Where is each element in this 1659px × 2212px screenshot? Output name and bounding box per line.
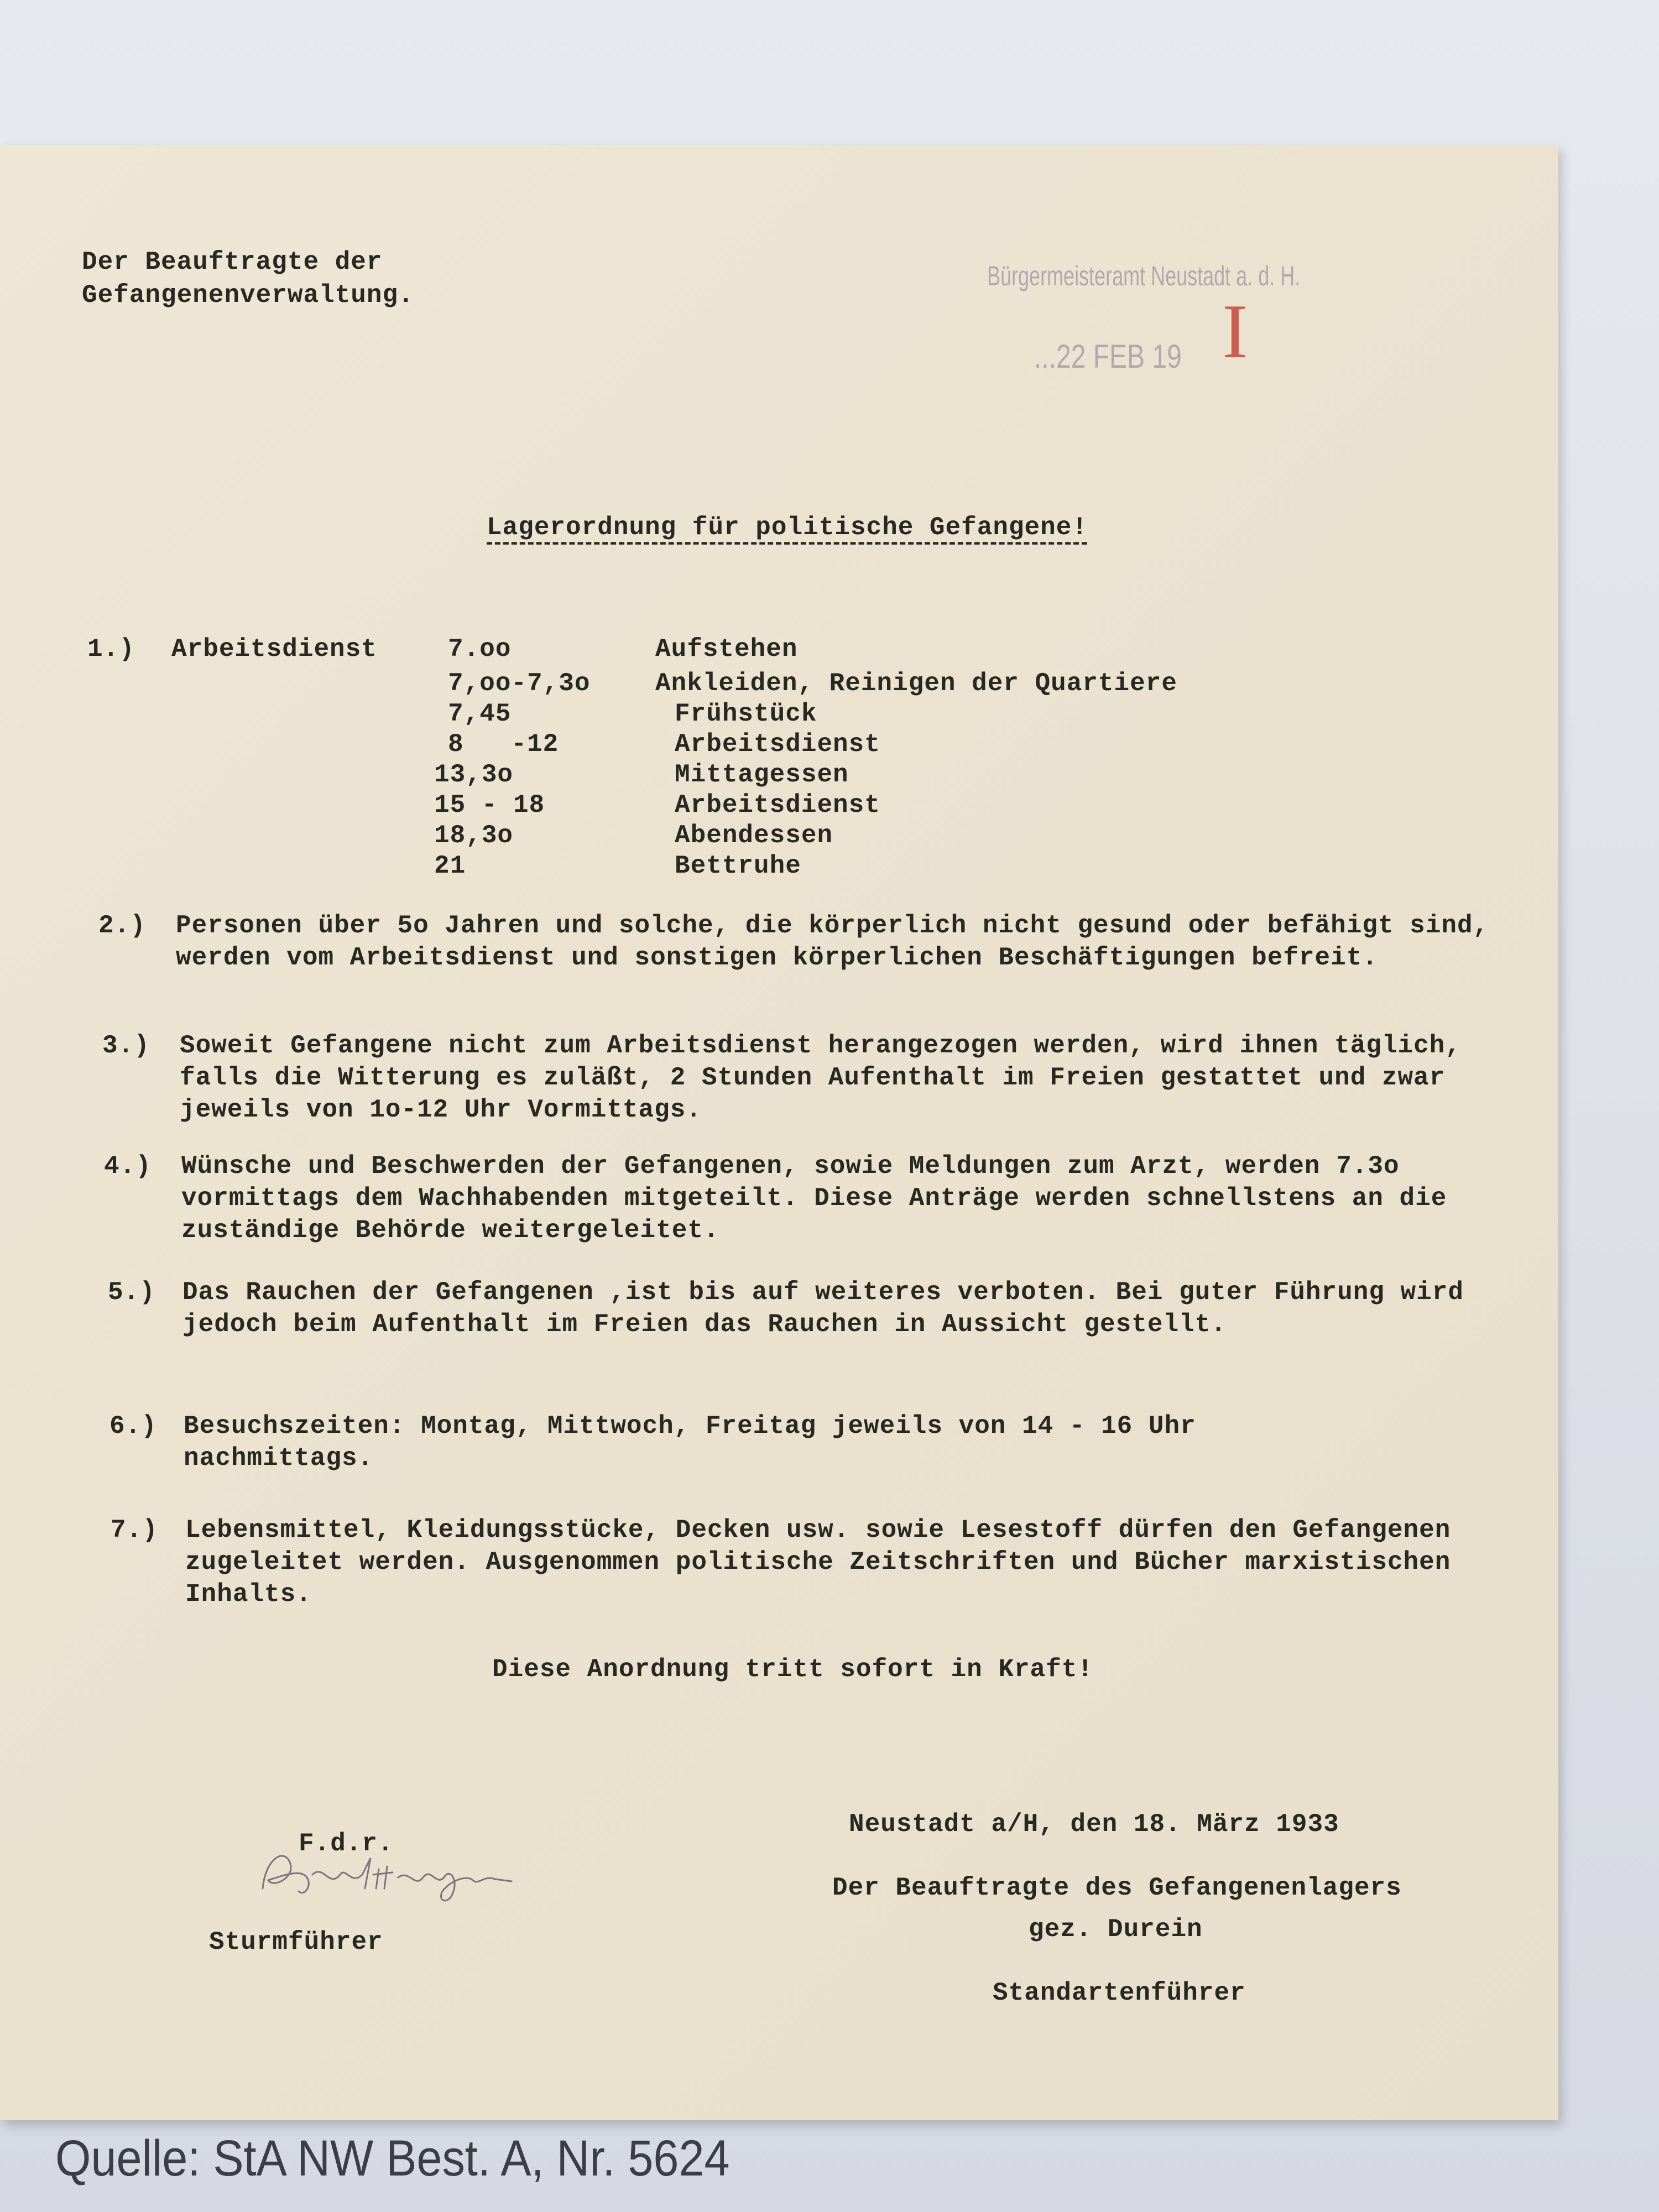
schedule-time: 13,3o (434, 760, 514, 789)
schedule-time: 7,45 (448, 700, 512, 728)
received-stamp-date: ...22 FEB 19 (1034, 338, 1182, 375)
red-numeral-mark: I (1222, 289, 1248, 374)
schedule-time: 8 -12 (448, 730, 559, 759)
paragraph-text: Personen über 5o Jahren und solche, die körperlich nicht gesund oder befähigt sind, werden vom Arbeitsdienst und sonstigen körperlichen Beschäftigungen befreit. (176, 911, 1489, 972)
section-number: 1.) (87, 635, 135, 664)
paragraph-number: 5.) (108, 1278, 155, 1307)
issuer-line-1: Der Beauftragte der (82, 248, 383, 276)
document-title: Lagerordnung für politische Gefangene! (487, 513, 1088, 542)
schedule-time: 18,3o (434, 821, 514, 850)
schedule-activity: Ankleiden, Reinigen der Quartiere (655, 669, 1177, 698)
received-stamp-text: Bürgermeisteramt Neustadt a. d. H. (987, 260, 1301, 291)
schedule-activity: Abendessen (675, 821, 833, 850)
issuer-line-2: Gefangenenverwaltung. (82, 281, 414, 310)
handwritten-signature (252, 1836, 517, 1908)
source-caption: Quelle: StA NW Best. A, Nr. 5624 (55, 2130, 730, 2187)
paragraph-text: Lebensmittel, Kleidungsstücke, Decken usw. sowie Lesestoff dürfen den Gefangenen zugeleitet werden. Ausgenommen politische Zeitschriften und Bücher marxistischen Inhalts. (185, 1516, 1451, 1609)
decree-line: Diese Anordnung tritt sofort in Kraft! (492, 1655, 1093, 1684)
schedule-time: 21 (434, 852, 466, 880)
schedule-activity: Arbeitsdienst (675, 730, 880, 759)
signatory-name: gez. Durein (1029, 1915, 1203, 1944)
left-signature-rank: Sturmführer (209, 1928, 383, 1957)
paragraph-text: Soweit Gefangene nicht zum Arbeitsdienst herangezogen werden, wird ihnen täglich, falls die Witterung es zuläßt, 2 Stunden Aufenthalt im Freien gestattet und zwar jeweils von 1o-12 Uhr Vormittags. (180, 1031, 1461, 1124)
certified-prefix: F.d.r. (299, 1829, 394, 1858)
paragraph-number: 2.) (98, 911, 146, 940)
paragraph-text: Wünsche und Beschwerden der Gefangenen, sowie Meldungen zum Arzt, werden 7.3o vormittags dem Wachhabenden mitgeteilt. Diese Anträge werden schnellstens an die zuständige Behörde weitergeleitet. (181, 1152, 1447, 1245)
schedule-activity: Aufstehen (655, 635, 798, 664)
schedule-time: 7,oo-7,3o (448, 669, 591, 698)
paragraph-number: 4.) (104, 1152, 152, 1181)
paragraph-text: Besuchszeiten: Montag, Mittwoch, Freitag jeweils von 14 - 16 Uhr nachmittags. (184, 1412, 1196, 1473)
signatory-rank: Standartenführer (993, 1979, 1246, 2007)
schedule-activity: Mittagessen (675, 760, 849, 789)
schedule-time: 7.oo (448, 635, 512, 664)
paragraph-number: 6.) (109, 1412, 157, 1441)
signatory-title: Der Beauftragte des Gefangenenlagers (832, 1874, 1402, 1902)
schedule-activity: Arbeitsdienst (675, 791, 880, 820)
section-label: Arbeitsdienst (171, 635, 377, 664)
paragraph-number: 7.) (111, 1516, 158, 1545)
schedule-activity: Bettruhe (675, 852, 801, 880)
place-date: Neustadt a/H, den 18. März 1933 (849, 1810, 1339, 1839)
paragraph-text: Das Rauchen der Gefangenen ,ist bis auf weiteres verboten. Bei guter Führung wird jedoch beim Aufenthalt im Freien das Rauchen in Aussicht gestellt. (182, 1278, 1464, 1339)
schedule-activity: Frühstück (675, 700, 817, 728)
paragraph-number: 3.) (102, 1031, 150, 1060)
schedule-time: 15 - 18 (434, 791, 545, 820)
